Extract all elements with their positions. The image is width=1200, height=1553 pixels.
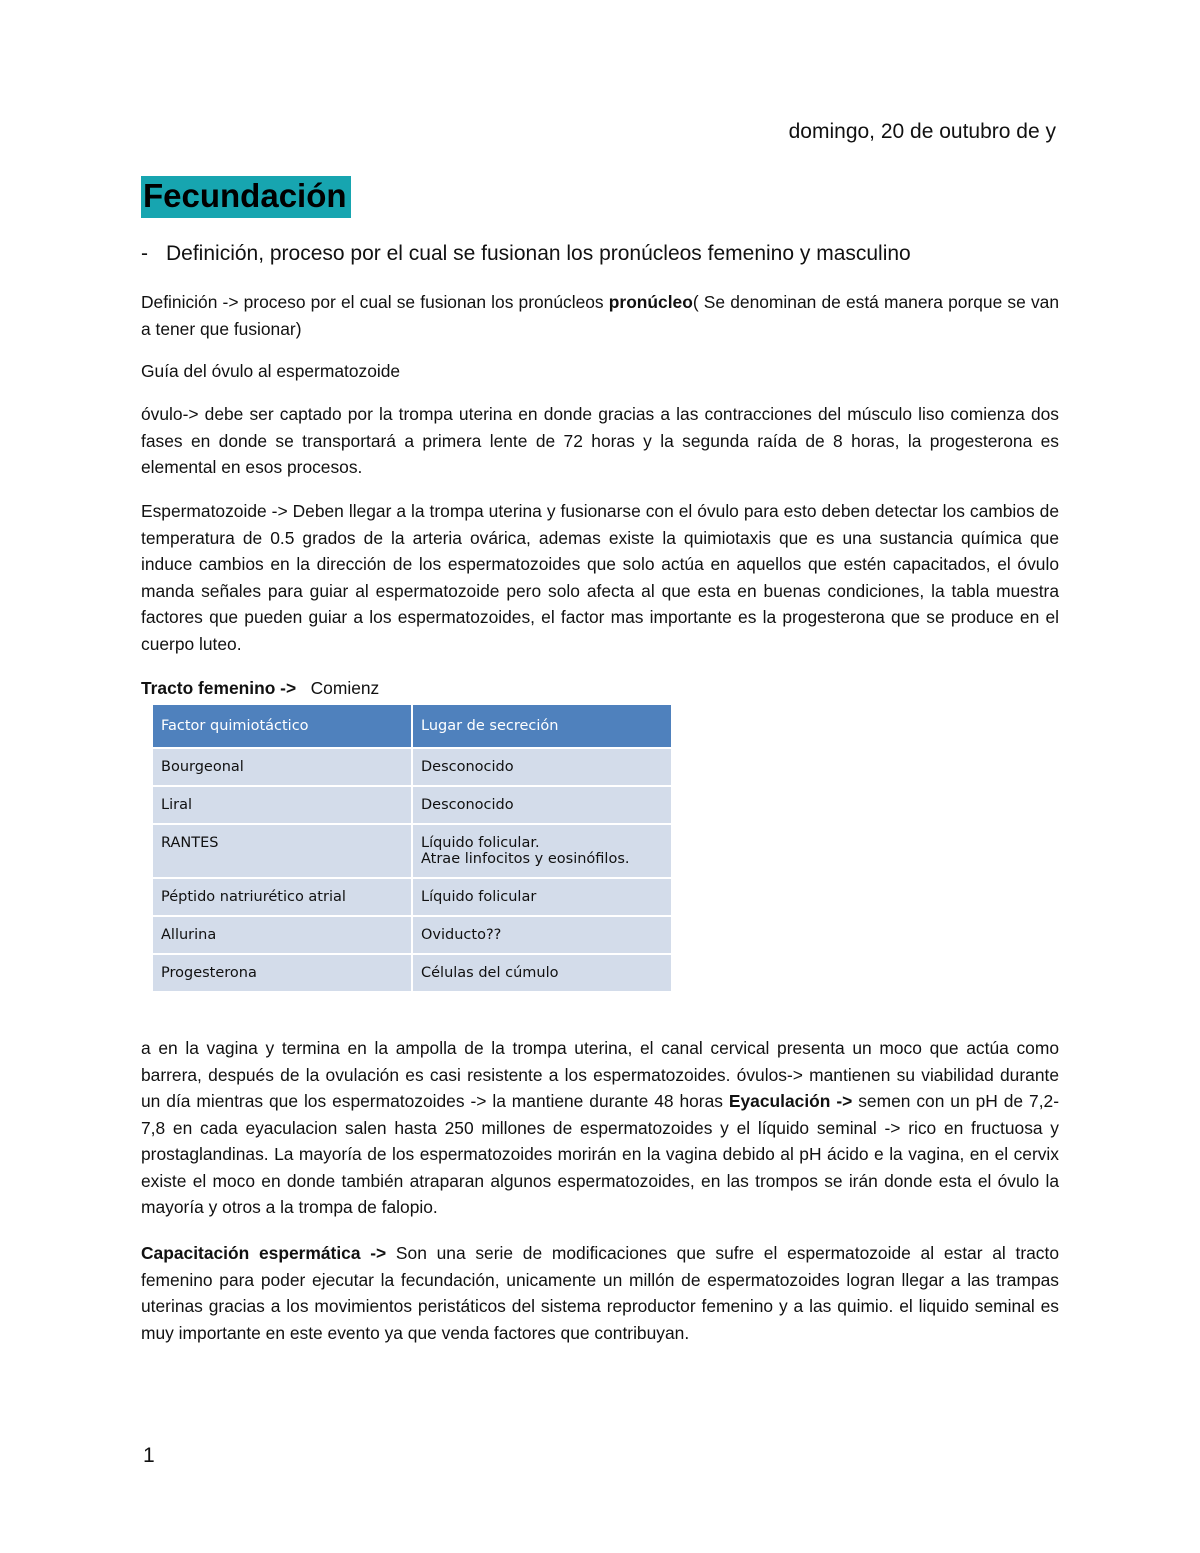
definition-text-end: ( Se denominan de está manera porque se van a tener que fusionar) <box>141 292 1059 339</box>
table-cell-factor: Liral <box>153 787 411 823</box>
ovulo-paragraph: óvulo-> debe ser captado por la trompa uterina en donde gracias a las contracciones del músculo liso comienza dos fases en donde se transportará a primera lente de 72 horas y la segunda raída de 8 horas, la progesterona es elemental en esos procesos. <box>141 404 1059 477</box>
table-cell-factor: Allurina <box>153 917 411 953</box>
tracto-paragraph <box>141 675 1059 702</box>
cell-line: Células del cúmulo <box>421 965 559 981</box>
page-number: 1 <box>143 1444 155 1467</box>
table-row <box>153 917 671 953</box>
cell-line: Líquido folicular. <box>421 835 540 851</box>
continuation-text-end: semen con un pH de 7,2-7,8 en cada eyaculacion salen hasta 250 millones de espermatozoides y el líquido seminal -> rico en fructuosa y prostaglandinas. La mayoría de los espermatozoides morirán en la vagina debido al pH ácido e la vagina, en el cervix existe el moco en donde también atraparan algunos espermatozoides, en las trompos se irán donde esta el óvulo la mayoría y otros a la trompa de falopio. <box>141 1091 1059 1217</box>
table-header-factor: Factor quimiotáctico <box>153 705 411 747</box>
bullet-dash: - <box>141 242 148 265</box>
table-cell-factor: Bourgeonal <box>153 749 411 785</box>
capacitacion-text: Son una serie de modificaciones que sufre el espermatozoide al estar al tracto femenino para poder ejecutar la fecundación, unicamente un millón de espermatozoides logran llegar a las trampas uterinas gracias a los movimientos peristáticos del sistema reproductor femenino y a las quimio. el liquido seminal es muy importante en este evento ya que venda factores que contribuyan. <box>141 1243 1059 1343</box>
table-header-location: Lugar de secreción <box>413 705 671 747</box>
chemotactic-factors-table <box>151 703 673 993</box>
table-cell-location <box>413 879 671 915</box>
continuation-paragraph <box>141 1035 1059 1221</box>
continuation-text: a en la vagina y termina en la ampolla de la trompa uterina, el canal cervical presenta un moco que actúa como barrera, después de la ovulación es casi resistente a los espermatozoides. óvulos-> mantienen su viabilidad durante un día mientras que los espermatozoides -> la mantiene durante 48 horas <box>141 1038 1059 1111</box>
cell-line: Desconocido <box>421 759 514 775</box>
table-cell-location <box>413 825 671 877</box>
table-cell-factor: RANTES <box>153 825 411 877</box>
tracto-bold-term: Tracto femenino -> <box>141 678 297 698</box>
table-cell-location <box>413 749 671 785</box>
definition-paragraph <box>141 289 1059 342</box>
table-row <box>153 787 671 823</box>
definition-text: Definición -> proceso por el cual se fusionan los pronúcleos <box>141 292 609 312</box>
definition-bullet <box>141 242 911 266</box>
date-header: domingo, 20 de outubro de y <box>788 120 1056 143</box>
capacitacion-bold-term: Capacitación espermática -> <box>141 1243 387 1263</box>
bullet-text: Definición, proceso por el cual se fusionan los pronúcleos femenino y masculino <box>166 242 911 265</box>
cell-line: Desconocido <box>421 797 514 813</box>
table-cell-location <box>413 955 671 991</box>
cell-line: Líquido folicular <box>421 889 537 905</box>
page-title: Fecundación <box>141 176 351 218</box>
table-cell-location <box>413 787 671 823</box>
cell-line: Oviducto?? <box>421 927 502 943</box>
espermatozoide-paragraph: Espermatozoide -> Deben llegar a la trompa uterina y fusionarse con el óvulo para esto deben detectar los cambios de temperatura de 0.5 grados de la arteria ovárica, ademas existe la quimiotaxis que es una sustancia química que induce cambios en la dirección de los espermatozoides que solo actúa en aquellos que estén capacitados, el óvulo manda señales para guiar al espermatozoide pero solo afecta al que esta en buenas condiciones, la tabla muestra factores que pueden guiar a los espermatozoides, el factor mas importante es la progesterona que se produce en el cuerpo luteo. <box>141 501 1059 654</box>
table-row <box>153 879 671 915</box>
table-cell-factor: Péptido natriurético atrial <box>153 879 411 915</box>
cell-line-note: Atrae linfocitos y eosinófilos. <box>421 851 630 867</box>
table-row <box>153 955 671 991</box>
capacitacion-paragraph <box>141 1240 1059 1346</box>
table-cell-location <box>413 917 671 953</box>
table-header-row <box>153 705 671 747</box>
table-cell-factor: Progesterona <box>153 955 411 991</box>
definition-bold-term: pronúcleo <box>608 292 693 312</box>
tracto-text: Comienz <box>310 678 380 698</box>
table-row <box>153 825 671 877</box>
eyaculacion-bold-term: Eyaculación -> <box>728 1091 853 1111</box>
table-row <box>153 749 671 785</box>
guide-heading: Guía del óvulo al espermatozoide <box>141 361 401 381</box>
